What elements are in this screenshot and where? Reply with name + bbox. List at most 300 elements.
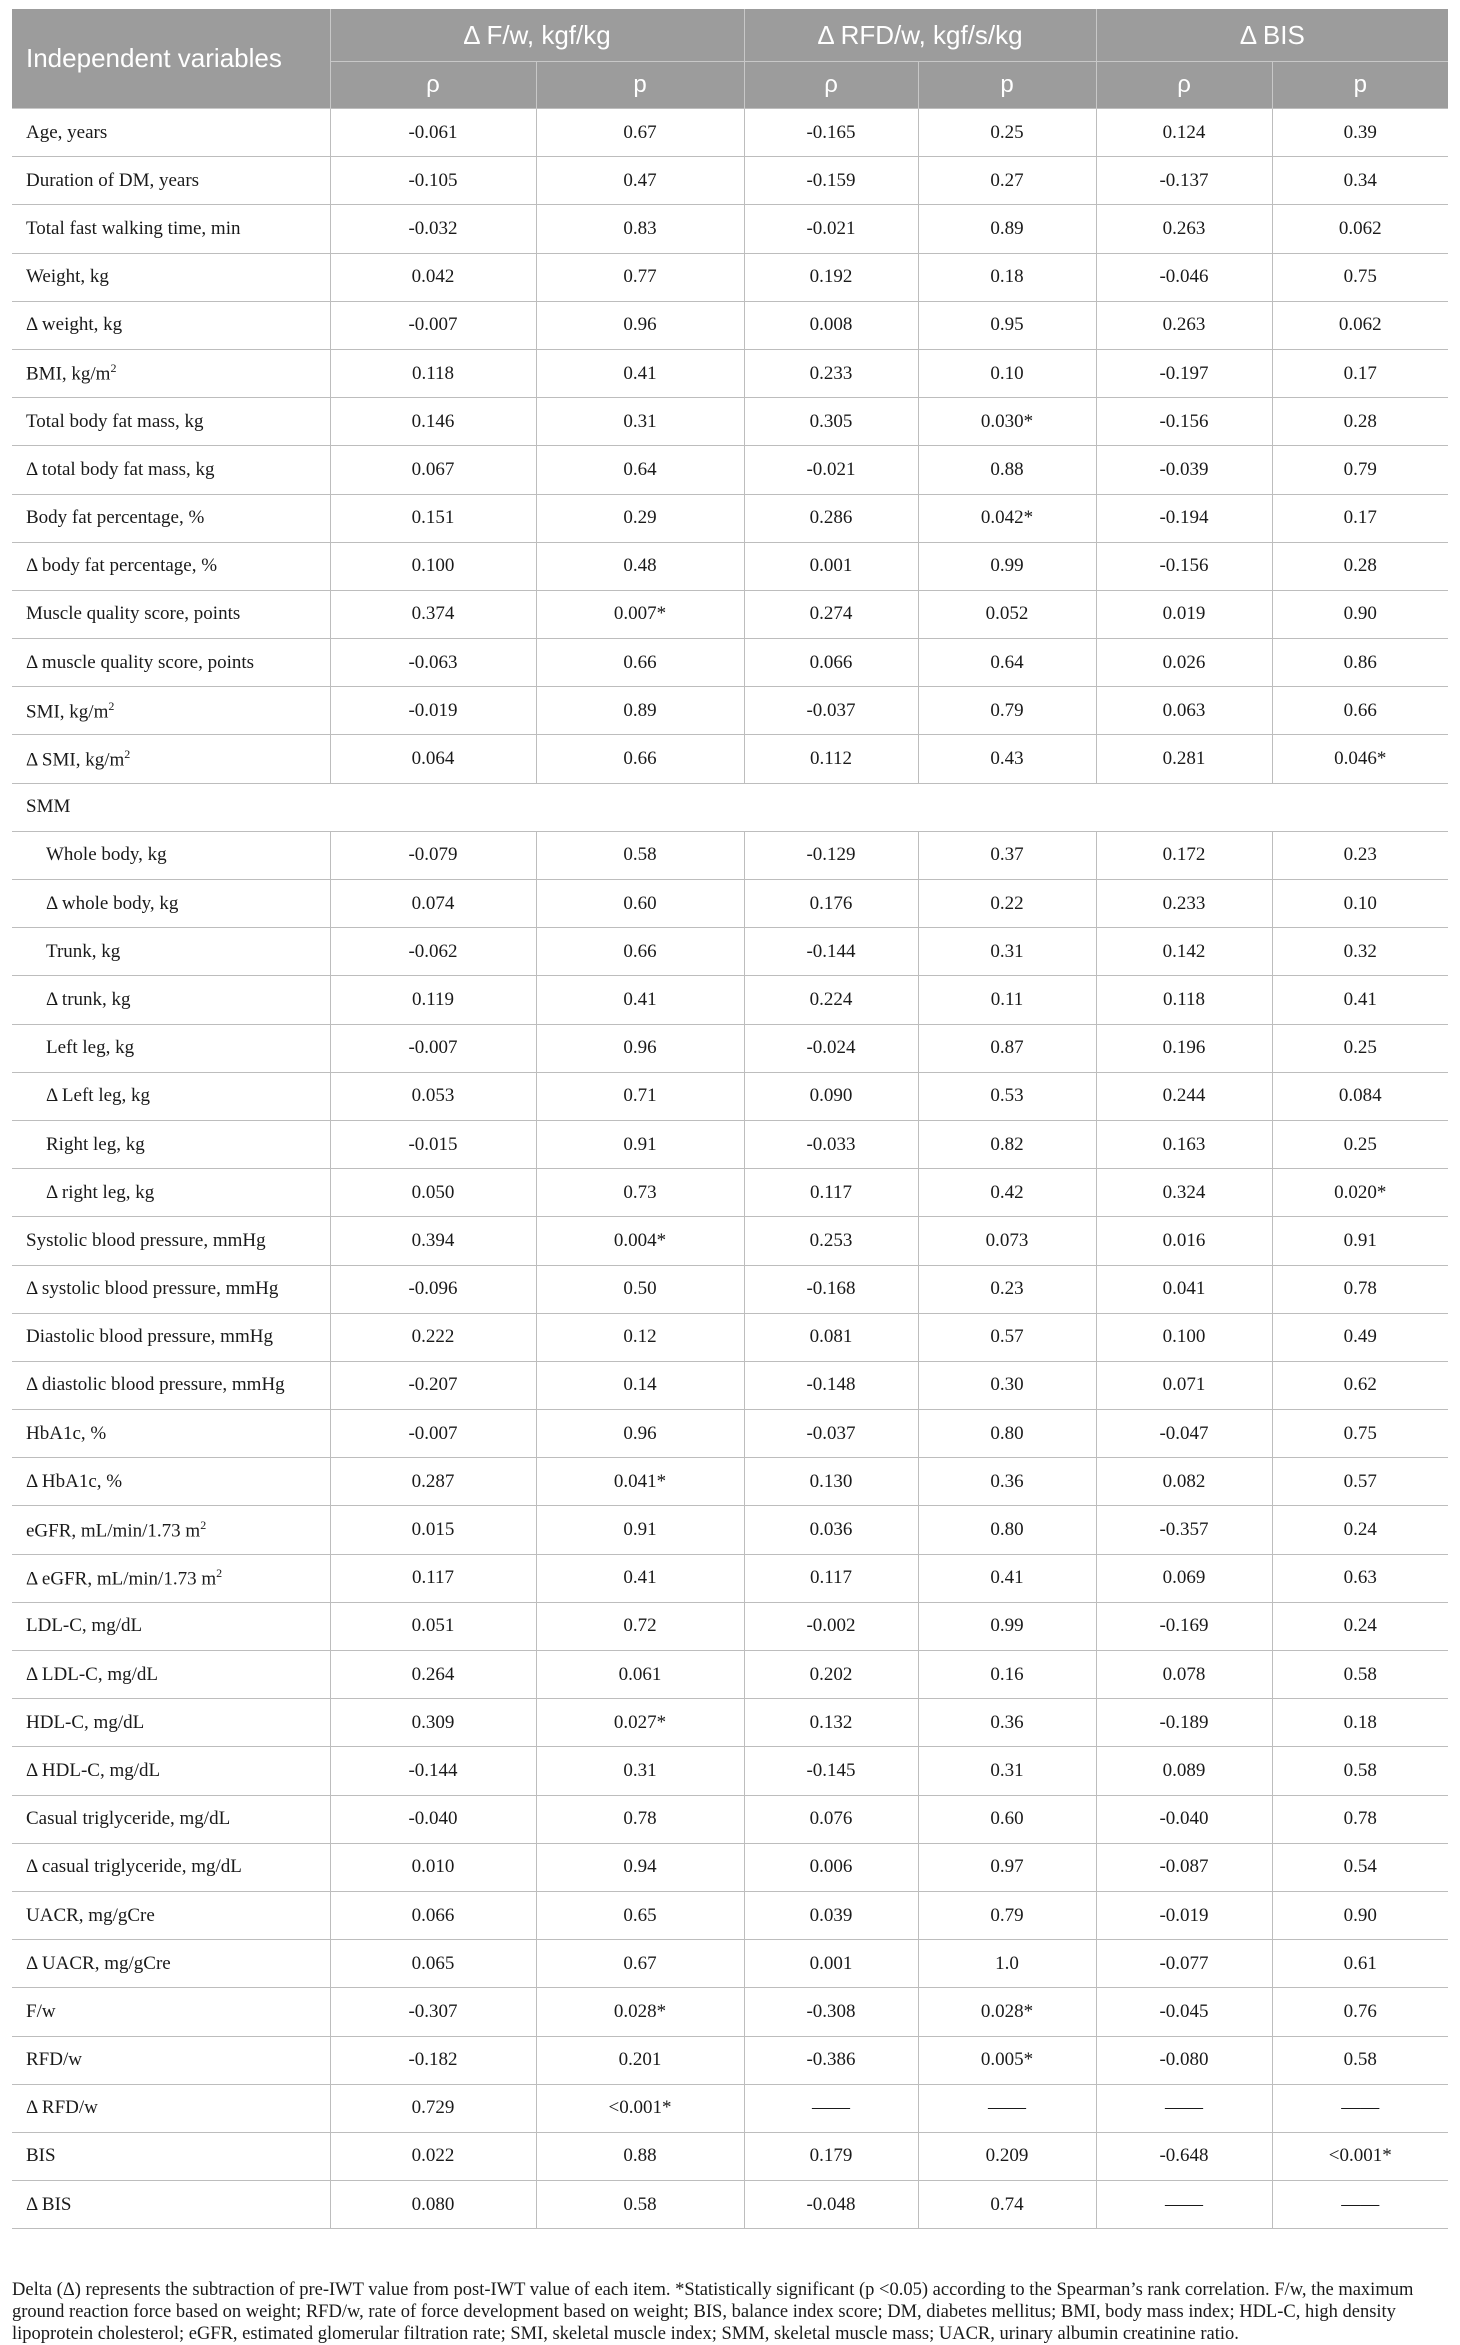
cell-rfdw-p: 0.95 (918, 301, 1096, 349)
row-label-text: Δ whole body, kg (46, 892, 179, 914)
cell-rfdw-rho: -0.037 (744, 687, 918, 735)
cell-fw-rho: 0.074 (330, 880, 536, 928)
row-label (12, 1554, 330, 1602)
cell-bis-p: 0.61 (1272, 1940, 1448, 1988)
cell-rfdw-rho: -0.148 (744, 1361, 918, 1409)
cell-rfdw-p: 0.57 (918, 1313, 1096, 1361)
row-label-text: Δ UACR, mg/gCre (26, 1952, 171, 1974)
row-label-text: Δ HDL-C, mg/dL (26, 1759, 161, 1781)
row-label (12, 1940, 330, 1988)
row-label-text: Δ total body fat mass, kg (26, 458, 215, 480)
section-row (12, 783, 1448, 831)
cell-fw-rho: -0.105 (330, 157, 536, 205)
table-row (12, 1217, 1448, 1265)
cell-bis-rho: 0.172 (1096, 831, 1272, 879)
cell-fw-p: 0.14 (536, 1361, 744, 1409)
cell-rfdw-p: 0.31 (918, 1747, 1096, 1795)
cell-fw-rho (330, 783, 536, 831)
cell-bis-rho: -0.019 (1096, 1891, 1272, 1939)
row-label (12, 1602, 330, 1650)
cell-fw-p: 0.96 (536, 1410, 744, 1458)
table-header (12, 9, 1448, 109)
cell-rfdw-p: 0.43 (918, 735, 1096, 783)
cell-bis-p: 0.39 (1272, 109, 1448, 157)
cell-fw-rho: 0.010 (330, 1843, 536, 1891)
cell-fw-p: 0.78 (536, 1795, 744, 1843)
cell-rfdw-rho: 0.117 (744, 1554, 918, 1602)
table-row (12, 1506, 1448, 1554)
row-label (12, 1988, 330, 2036)
row-label-text: Δ LDL-C, mg/dL (26, 1663, 159, 1685)
cell-bis-rho: -0.648 (1096, 2132, 1272, 2180)
row-label-text: Total body fat mass, kg (26, 410, 204, 432)
cell-bis-p: 0.020* (1272, 1169, 1448, 1217)
cell-fw-p: 0.66 (536, 735, 744, 783)
cell-rfdw-rho: -0.021 (744, 446, 918, 494)
cell-fw-p: 0.31 (536, 1747, 744, 1795)
cell-bis-rho: 0.263 (1096, 205, 1272, 253)
cell-fw-p: 0.88 (536, 2132, 744, 2180)
cell-rfdw-rho: —— (744, 2084, 918, 2132)
cell-fw-p: 0.58 (536, 831, 744, 879)
table-row (12, 349, 1448, 397)
row-label-text: Δ trunk, kg (46, 988, 131, 1010)
cell-rfdw-p: 0.27 (918, 157, 1096, 205)
cell-fw-rho: 0.080 (330, 2181, 536, 2229)
table-row (12, 205, 1448, 253)
cell-fw-p: 0.007* (536, 590, 744, 638)
row-label (12, 1313, 330, 1361)
cell-fw-rho: 0.015 (330, 1506, 536, 1554)
cell-bis-rho: —— (1096, 2181, 1272, 2229)
cell-bis-p: <0.001* (1272, 2132, 1448, 2180)
cell-fw-p: 0.67 (536, 109, 744, 157)
row-label (12, 1410, 330, 1458)
cell-rfdw-rho: -0.033 (744, 1120, 918, 1168)
row-label-text: Δ eGFR, mL/min/1.73 m (26, 1568, 217, 1590)
cell-rfdw-p: 0.99 (918, 542, 1096, 590)
table-row (12, 1891, 1448, 1939)
cell-fw-rho: -0.032 (330, 205, 536, 253)
cell-rfdw-rho: -0.386 (744, 2036, 918, 2084)
header-delta-fw: Δ F/w, kgf/kg (330, 9, 744, 62)
cell-rfdw-rho: 0.305 (744, 398, 918, 446)
cell-rfdw-p: 0.42 (918, 1169, 1096, 1217)
cell-bis-rho: 0.041 (1096, 1265, 1272, 1313)
row-label (12, 1458, 330, 1506)
cell-rfdw-p (918, 783, 1096, 831)
cell-fw-rho: -0.307 (330, 1988, 536, 2036)
cell-fw-rho: 0.151 (330, 494, 536, 542)
table-row (12, 253, 1448, 301)
cell-rfdw-p: 0.80 (918, 1410, 1096, 1458)
table-body (12, 109, 1448, 2229)
cell-fw-p: 0.41 (536, 1554, 744, 1602)
cell-fw-rho: 0.264 (330, 1651, 536, 1699)
cell-fw-rho: 0.118 (330, 349, 536, 397)
cell-rfdw-p: 0.16 (918, 1651, 1096, 1699)
cell-fw-p: 0.47 (536, 157, 744, 205)
cell-bis-p: 0.58 (1272, 1651, 1448, 1699)
cell-bis-rho: -0.047 (1096, 1410, 1272, 1458)
cell-rfdw-rho: -0.145 (744, 1747, 918, 1795)
row-label-text: Age, years (26, 121, 108, 143)
cell-rfdw-p: 0.030* (918, 398, 1096, 446)
cell-rfdw-p: 0.82 (918, 1120, 1096, 1168)
cell-fw-rho: 0.222 (330, 1313, 536, 1361)
row-label-text: Muscle quality score, points (26, 603, 241, 625)
cell-fw-p: 0.73 (536, 1169, 744, 1217)
cell-bis-rho: 0.100 (1096, 1313, 1272, 1361)
cell-fw-rho: 0.067 (330, 446, 536, 494)
cell-rfdw-p: 0.042* (918, 494, 1096, 542)
cell-bis-rho: 0.124 (1096, 109, 1272, 157)
cell-bis-rho: -0.045 (1096, 1988, 1272, 2036)
cell-bis-p: 0.24 (1272, 1602, 1448, 1650)
cell-rfdw-rho: -0.308 (744, 1988, 918, 2036)
cell-bis-p: 0.78 (1272, 1795, 1448, 1843)
cell-fw-rho: -0.019 (330, 687, 536, 735)
cell-rfdw-rho: 0.224 (744, 976, 918, 1024)
row-label-text: RFD/w (26, 2049, 82, 2071)
cell-fw-rho: -0.040 (330, 1795, 536, 1843)
cell-fw-p: 0.77 (536, 253, 744, 301)
cell-rfdw-rho: -0.024 (744, 1024, 918, 1072)
row-label (12, 157, 330, 205)
cell-bis-rho: -0.156 (1096, 542, 1272, 590)
cell-bis-p: 0.28 (1272, 542, 1448, 590)
row-label (12, 1072, 330, 1120)
cell-rfdw-rho: 0.112 (744, 735, 918, 783)
cell-rfdw-rho: 0.076 (744, 1795, 918, 1843)
cell-fw-p: 0.41 (536, 976, 744, 1024)
cell-bis-p: 0.23 (1272, 831, 1448, 879)
cell-fw-p: 0.71 (536, 1072, 744, 1120)
row-label (12, 590, 330, 638)
cell-rfdw-rho: 0.274 (744, 590, 918, 638)
cell-bis-p: 0.28 (1272, 398, 1448, 446)
cell-fw-rho: -0.207 (330, 1361, 536, 1409)
header-rho: ρ (330, 62, 536, 109)
row-label-text: Δ casual triglyceride, mg/dL (26, 1856, 242, 1878)
row-label-text: F/w (26, 2000, 56, 2022)
row-label (12, 1120, 330, 1168)
row-label-text: Δ HbA1c, % (26, 1470, 123, 1492)
table-row (12, 1940, 1448, 1988)
cell-fw-p: 0.48 (536, 542, 744, 590)
cell-fw-rho: 0.064 (330, 735, 536, 783)
row-label-text: UACR, mg/gCre (26, 1904, 155, 1926)
cell-bis-rho: -0.137 (1096, 157, 1272, 205)
row-label-text: Δ BIS (26, 2193, 72, 2215)
cell-fw-rho: 0.100 (330, 542, 536, 590)
cell-bis-p: 0.046* (1272, 735, 1448, 783)
table-row (12, 880, 1448, 928)
table-row (12, 1458, 1448, 1506)
header-independent-variables: Independent variables (12, 9, 330, 109)
cell-bis-p: 0.062 (1272, 205, 1448, 253)
cell-rfdw-rho: -0.021 (744, 205, 918, 253)
cell-rfdw-p: 0.22 (918, 880, 1096, 928)
cell-fw-rho: 0.374 (330, 590, 536, 638)
cell-fw-rho: 0.051 (330, 1602, 536, 1650)
cell-bis-p: 0.062 (1272, 301, 1448, 349)
cell-rfdw-p: 0.37 (918, 831, 1096, 879)
cell-fw-p: 0.66 (536, 928, 744, 976)
cell-rfdw-p: 0.79 (918, 1891, 1096, 1939)
cell-rfdw-rho: 0.202 (744, 1651, 918, 1699)
cell-bis-p: 0.25 (1272, 1024, 1448, 1072)
cell-rfdw-rho: 0.192 (744, 253, 918, 301)
cell-fw-rho: -0.079 (330, 831, 536, 879)
cell-fw-rho: -0.096 (330, 1265, 536, 1313)
cell-bis-rho: 0.324 (1096, 1169, 1272, 1217)
row-label-text: SMI, kg/m (26, 701, 109, 722)
cell-fw-rho: 0.022 (330, 2132, 536, 2180)
cell-bis-rho: -0.169 (1096, 1602, 1272, 1650)
row-label-text: Δ muscle quality score, points (26, 651, 255, 673)
cell-rfdw-rho: 0.036 (744, 1506, 918, 1554)
row-label (12, 494, 330, 542)
cell-rfdw-rho: 0.130 (744, 1458, 918, 1506)
cell-rfdw-rho: 0.132 (744, 1699, 918, 1747)
table-row (12, 2036, 1448, 2084)
cell-bis-rho: -0.077 (1096, 1940, 1272, 1988)
cell-rfdw-p: —— (918, 2084, 1096, 2132)
cell-bis-rho: -0.194 (1096, 494, 1272, 542)
table-row (12, 639, 1448, 687)
row-label-text: Duration of DM, years (26, 169, 200, 191)
cell-bis-p: 0.32 (1272, 928, 1448, 976)
cell-fw-p: 0.94 (536, 1843, 744, 1891)
cell-rfdw-p: 0.88 (918, 446, 1096, 494)
cell-bis-p: 0.78 (1272, 1265, 1448, 1313)
cell-bis-rho: 0.196 (1096, 1024, 1272, 1072)
row-label (12, 880, 330, 928)
cell-bis-p: 0.34 (1272, 157, 1448, 205)
cell-fw-rho: 0.729 (330, 2084, 536, 2132)
cell-bis-p: 0.58 (1272, 1747, 1448, 1795)
table-row (12, 1361, 1448, 1409)
table-row (12, 398, 1448, 446)
cell-rfdw-rho (744, 783, 918, 831)
table-row (12, 2084, 1448, 2132)
cell-fw-p: 0.83 (536, 205, 744, 253)
header-rho: ρ (744, 62, 918, 109)
table-row (12, 928, 1448, 976)
table-row (12, 1747, 1448, 1795)
cell-rfdw-p: 0.87 (918, 1024, 1096, 1072)
cell-rfdw-rho: -0.129 (744, 831, 918, 879)
row-label-text: Δ systolic blood pressure, mmHg (26, 1278, 279, 1300)
cell-rfdw-rho: 0.233 (744, 349, 918, 397)
cell-bis-p: 0.25 (1272, 1120, 1448, 1168)
table-row (12, 590, 1448, 638)
cell-rfdw-rho: -0.037 (744, 1410, 918, 1458)
row-label (12, 1217, 330, 1265)
cell-bis-rho (1096, 783, 1272, 831)
table-row (12, 1699, 1448, 1747)
cell-bis-rho: -0.156 (1096, 398, 1272, 446)
table-row (12, 1651, 1448, 1699)
cell-fw-p: 0.004* (536, 1217, 744, 1265)
cell-rfdw-p: 0.18 (918, 253, 1096, 301)
cell-fw-p: 0.58 (536, 2181, 744, 2229)
cell-rfdw-p: 0.052 (918, 590, 1096, 638)
table-row (12, 1410, 1448, 1458)
cell-fw-rho: -0.182 (330, 2036, 536, 2084)
cell-fw-rho: 0.053 (330, 1072, 536, 1120)
cell-fw-rho: -0.007 (330, 1024, 536, 1072)
row-label (12, 831, 330, 879)
cell-bis-p: 0.17 (1272, 349, 1448, 397)
cell-bis-rho: 0.019 (1096, 590, 1272, 638)
cell-fw-p: 0.66 (536, 639, 744, 687)
table-row (12, 1265, 1448, 1313)
row-label-text: Trunk, kg (46, 940, 121, 962)
row-label (12, 2181, 330, 2229)
cell-bis-rho: —— (1096, 2084, 1272, 2132)
cell-rfdw-p: 0.99 (918, 1602, 1096, 1650)
cell-bis-p: 0.63 (1272, 1554, 1448, 1602)
cell-rfdw-rho: 0.286 (744, 494, 918, 542)
header-p: p (918, 62, 1096, 109)
cell-bis-p: 0.49 (1272, 1313, 1448, 1361)
cell-fw-p: 0.29 (536, 494, 744, 542)
table-row (12, 494, 1448, 542)
table-row (12, 1554, 1448, 1602)
row-label-text: Diastolic blood pressure, mmHg (26, 1326, 273, 1348)
cell-rfdw-p: 0.89 (918, 205, 1096, 253)
cell-bis-rho: 0.281 (1096, 735, 1272, 783)
row-label (12, 1506, 330, 1554)
cell-fw-p: 0.028* (536, 1988, 744, 2036)
row-label (12, 542, 330, 590)
cell-rfdw-rho: 0.179 (744, 2132, 918, 2180)
header-p: p (536, 62, 744, 109)
row-label (12, 1699, 330, 1747)
header-rho: ρ (1096, 62, 1272, 109)
cell-bis-p: 0.86 (1272, 639, 1448, 687)
table-row (12, 1024, 1448, 1072)
row-label (12, 349, 330, 397)
cell-rfdw-p: 0.209 (918, 2132, 1096, 2180)
row-label (12, 735, 330, 783)
cell-bis-rho: 0.142 (1096, 928, 1272, 976)
row-label-text: Δ SMI, kg/m (26, 749, 125, 771)
cell-rfdw-p: 0.36 (918, 1458, 1096, 1506)
row-label-text: Δ RFD/w (26, 2097, 98, 2119)
cell-rfdw-rho: 0.008 (744, 301, 918, 349)
table-row (12, 1072, 1448, 1120)
cell-fw-rho: 0.287 (330, 1458, 536, 1506)
cell-fw-rho: -0.007 (330, 1410, 536, 1458)
cell-rfdw-rho: 0.176 (744, 880, 918, 928)
cell-bis-p: 0.75 (1272, 253, 1448, 301)
superscript: 2 (200, 1517, 207, 1532)
table-row (12, 831, 1448, 879)
cell-fw-rho: -0.007 (330, 301, 536, 349)
row-label (12, 109, 330, 157)
row-label-text: Weight, kg (26, 266, 109, 288)
cell-bis-rho: 0.069 (1096, 1554, 1272, 1602)
row-label (12, 1843, 330, 1891)
row-label (12, 1265, 330, 1313)
table-row (12, 976, 1448, 1024)
row-label (12, 253, 330, 301)
cell-rfdw-rho: 0.081 (744, 1313, 918, 1361)
cell-rfdw-rho: -0.165 (744, 109, 918, 157)
row-label-text: BMI, kg/m (26, 363, 111, 385)
cell-rfdw-p: 0.11 (918, 976, 1096, 1024)
row-label (12, 2132, 330, 2180)
cell-bis-p: 0.76 (1272, 1988, 1448, 2036)
cell-fw-rho: -0.144 (330, 1747, 536, 1795)
cell-bis-rho: 0.063 (1096, 687, 1272, 735)
cell-bis-rho: 0.016 (1096, 1217, 1272, 1265)
cell-rfdw-rho: 0.039 (744, 1891, 918, 1939)
cell-fw-rho: -0.063 (330, 639, 536, 687)
table-row (12, 157, 1448, 205)
cell-bis-p: 0.79 (1272, 446, 1448, 494)
cell-rfdw-p: 0.10 (918, 349, 1096, 397)
cell-rfdw-rho: 0.117 (744, 1169, 918, 1217)
row-label (12, 2084, 330, 2132)
cell-fw-p: 0.31 (536, 398, 744, 446)
cell-fw-p: 0.96 (536, 1024, 744, 1072)
cell-fw-p: 0.50 (536, 1265, 744, 1313)
cell-rfdw-p: 0.25 (918, 109, 1096, 157)
header-delta-rfdw: Δ RFD/w, kgf/s/kg (744, 9, 1096, 62)
row-label-text: Total fast walking time, min (26, 217, 241, 239)
cell-rfdw-p: 0.41 (918, 1554, 1096, 1602)
row-label (12, 1361, 330, 1409)
cell-bis-rho: 0.263 (1096, 301, 1272, 349)
row-label (12, 2036, 330, 2084)
table-row (12, 1795, 1448, 1843)
cell-bis-p: 0.62 (1272, 1361, 1448, 1409)
cell-bis-p: 0.18 (1272, 1699, 1448, 1747)
cell-bis-rho: -0.080 (1096, 2036, 1272, 2084)
header-delta-bis: Δ BIS (1096, 9, 1448, 62)
cell-bis-rho: 0.118 (1096, 976, 1272, 1024)
row-label-text: HDL-C, mg/dL (26, 1711, 145, 1733)
cell-fw-rho: -0.062 (330, 928, 536, 976)
cell-fw-p: 0.201 (536, 2036, 744, 2084)
cell-bis-p: —— (1272, 2181, 1448, 2229)
cell-bis-rho: -0.197 (1096, 349, 1272, 397)
cell-fw-rho: 0.119 (330, 976, 536, 1024)
cell-rfdw-p: 1.0 (918, 1940, 1096, 1988)
table-row (12, 301, 1448, 349)
cell-bis-rho: -0.087 (1096, 1843, 1272, 1891)
row-label-text: Left leg, kg (46, 1037, 135, 1059)
row-label (12, 398, 330, 446)
row-label (12, 687, 330, 735)
correlation-table (12, 9, 1448, 2229)
cell-fw-p (536, 783, 744, 831)
cell-bis-rho: 0.163 (1096, 1120, 1272, 1168)
cell-fw-p: 0.65 (536, 1891, 744, 1939)
row-label-text: Right leg, kg (46, 1133, 145, 1155)
cell-fw-rho: 0.065 (330, 1940, 536, 1988)
superscript: 2 (108, 698, 115, 713)
cell-fw-p: 0.061 (536, 1651, 744, 1699)
cell-rfdw-p: 0.23 (918, 1265, 1096, 1313)
table-footnote: Delta (Δ) represents the subtraction of pre-IWT value from post-IWT value of each item. *Statistically significant (p <0.05) according to the Spearman’s rank correlation. F/w, the maximum ground reaction force based on weight; RFD/w, rate of force development based on weight; BIS, balance index score; DM, diabetes mellitus; BMI, body mass index; HDL-C, high density lipoprotein cholesterol; eGFR, estimated glomerular filtration rate; SMI, skeletal muscle index; SMM, skeletal muscle mass; UACR, urinary albumin creatinine ratio. (12, 2280, 1414, 2344)
row-label (12, 1891, 330, 1939)
cell-fw-p: 0.72 (536, 1602, 744, 1650)
